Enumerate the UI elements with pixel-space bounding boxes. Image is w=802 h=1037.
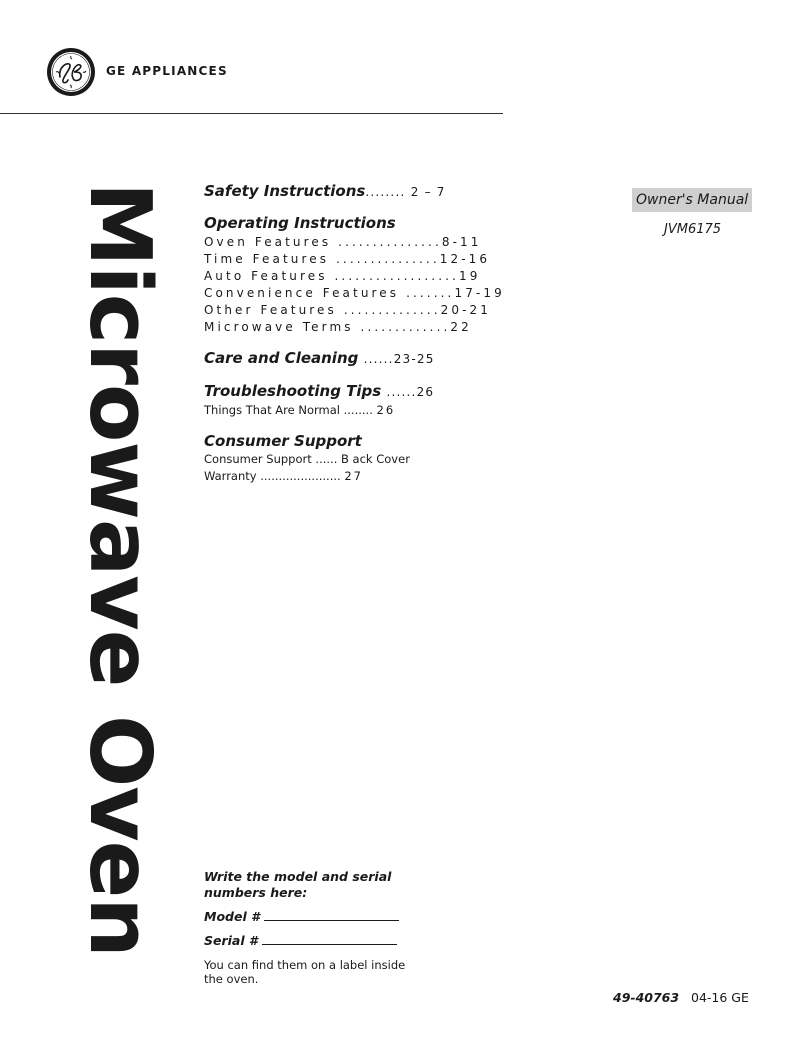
toc-item: Microwave Terms .............22 <box>204 320 472 334</box>
serial-field-label: Serial # <box>204 933 258 948</box>
toc-item: Oven Features ...............8-11 <box>204 235 482 249</box>
model-field-label: Model # <box>204 909 260 924</box>
model-field <box>204 908 399 925</box>
serial-line <box>262 932 397 945</box>
brand-name: GE APPLIANCES <box>106 64 228 78</box>
toc-item: Things That Are Normal ........ 26 <box>204 403 396 417</box>
toc-item: Time Features ...............12-16 <box>204 252 491 266</box>
write-prompt: Write the model and serial numbers here: <box>204 869 392 900</box>
toc-item: Warranty ...................... 27 <box>204 469 363 483</box>
ge-logo <box>46 47 96 97</box>
toc-item: Auto Features ..................19 <box>204 269 481 283</box>
label-note: You can find them on a label inside the oven. <box>204 958 406 986</box>
toc-safety: Safety Instructions........ 2 – 7 <box>204 182 446 200</box>
model-line <box>264 908 399 921</box>
serial-field <box>204 932 397 949</box>
toc-consumer: Consumer Support <box>204 432 362 450</box>
owners-manual-label: Owner's Manual <box>632 188 752 212</box>
header-rule <box>0 113 503 114</box>
toc-safety-pages: 2 – 7 <box>410 185 446 199</box>
toc-operating: Operating Instructions <box>204 214 396 232</box>
toc-item: Consumer Support ...... B ack Cover <box>204 452 410 466</box>
toc-item: Other Features ..............20-21 <box>204 303 491 317</box>
toc-safety-label: Safety Instructions <box>204 182 366 200</box>
toc-item: Convenience Features .......17-19 <box>204 286 505 300</box>
document-title: Microwave Oven <box>70 182 169 957</box>
toc-troubleshooting: Troubleshooting Tips ......26 <box>204 382 435 400</box>
model-number: JVM6175 <box>664 222 722 237</box>
document-number: 49-40763 04-16 GE <box>613 990 749 1005</box>
toc-care: Care and Cleaning ......23-25 <box>204 349 435 367</box>
